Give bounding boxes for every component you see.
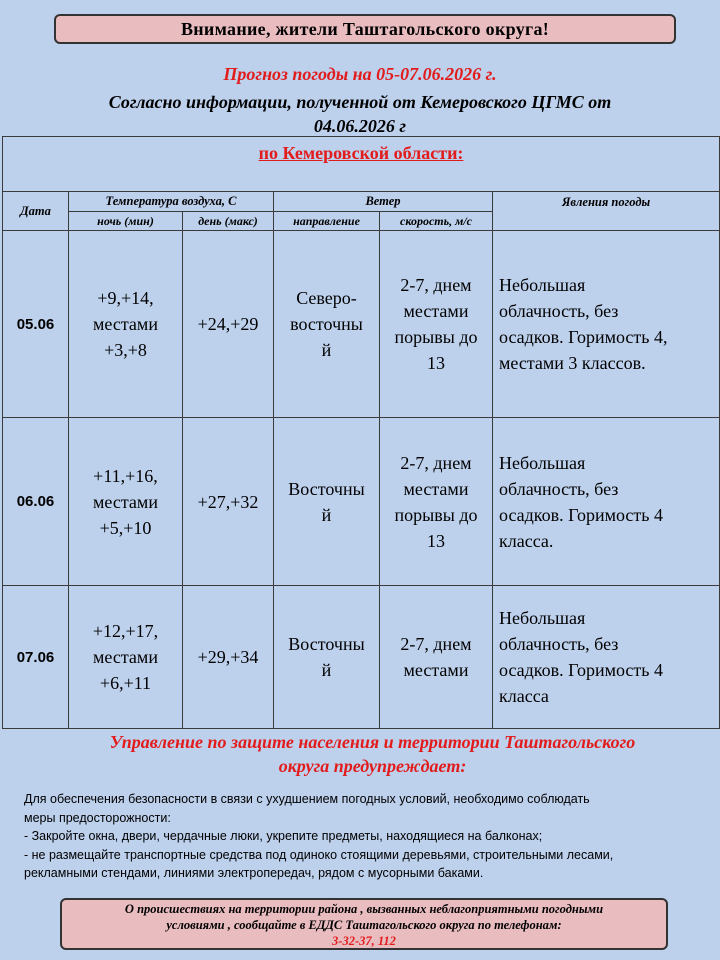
phenomena-line: Небольшая [499,608,586,628]
speed-line: 2-7, днем [400,452,472,473]
footer-line-1: О происшествиях на территории района , вызванных неблагоприятными погодными [124,902,604,916]
phenomena-line: класса. [499,530,554,551]
row-wind-direction [274,418,380,586]
forecast-source [0,90,720,138]
direction-line: й [321,504,332,525]
header-night: ночь (мин) [69,212,183,231]
speed-line: местами [403,478,469,499]
header-temperature: Температура воздуха, С [69,192,274,212]
row-day-temp: +29,+34 [183,586,274,729]
header-direction: направление [274,212,380,231]
table-row [3,586,720,729]
advice-line-4: - не размещайте транспортные средства под одиноко стоящими деревьями, строительными лесами, [24,847,614,862]
advice-line-3: - Закройте окна, двери, чердачные люки, укрепите предметы, находящиеся на балконах; [24,829,543,843]
header-wind: Ветер [274,192,493,212]
speed-line: 13 [427,530,445,551]
table-row [3,418,720,586]
direction-line: й [321,660,332,680]
phone-numbers: 3-32-37, 112 [332,934,396,948]
source-line-2: 04.06.2026 г [313,116,407,136]
row-phenomena [493,231,720,418]
phenomena-line: осадков. Горимость 4 [499,504,663,525]
contact-banner [60,898,668,950]
row-wind-speed [380,418,493,586]
phenomena-line: осадков. Горимость 4, [499,327,668,347]
night-line: +5,+10 [99,517,152,538]
phenomena-line: Небольшая [499,452,586,473]
forecast-title: Прогноз погоды на 05-07.06.2026 г. [223,64,497,84]
row-night-temp [69,586,183,729]
night-line: +6,+11 [99,673,152,693]
direction-line: Восточны [288,478,365,499]
row-night-temp [69,418,183,586]
speed-line: местами [403,660,469,680]
safety-advice [24,790,714,883]
footer-line-2: условиями , сообщайте в ЕДДС Таштагольского округа по телефонам: [166,918,562,932]
speed-line: порывы до [394,504,478,525]
advice-line-5: рекламными стендами, линиями электропередач, рядом с мусорными баками. [24,866,484,880]
speed-line: местами [403,301,469,321]
advice-line-1: Для обеспечения безопасности в связи с ухудшением погодных условий, необходимо соблюдать [24,792,590,806]
table-row [3,231,720,418]
row-day-temp: +24,+29 [183,231,274,418]
row-date: 05.06 [3,231,69,418]
advice-line-2: меры предосторожности: [24,810,171,825]
direction-line: й [321,340,332,360]
night-line: +9,+14, [97,288,154,308]
row-wind-speed [380,586,493,729]
header-phenomena: Явления погоды [493,192,720,231]
night-line: +12,+17, [92,621,159,641]
management-warning [0,730,720,778]
night-line: местами [93,491,158,512]
row-night-temp [69,231,183,418]
speed-line: 2-7, днем [400,275,472,295]
night-line: местами [93,314,158,334]
phenomena-line: осадков. Горимость 4 [499,660,663,680]
management-line-1: Управление по защите населения и территории Таштагольского [109,732,636,752]
row-wind-speed [380,231,493,418]
direction-line: Восточны [288,634,365,654]
phenomena-line: Небольшая [499,275,586,295]
row-date: 06.06 [3,418,69,586]
night-line: +3,+8 [104,340,147,360]
attention-banner [54,14,676,44]
attention-text: Внимание, жители Таштагольского округа! [180,18,550,39]
row-date: 07.06 [3,586,69,729]
region-title: по Кемеровской области: [3,137,720,192]
phenomena-line: класса [499,686,549,706]
source-line-1: Согласно информации, полученной от Кемеровского ЦГМС от [108,92,612,112]
speed-line: порывы до [394,327,478,347]
row-wind-direction [274,231,380,418]
phenomena-line: облачность, без [499,301,619,321]
speed-line: 13 [427,353,445,373]
night-line: +11,+16, [93,465,158,486]
header-day: день (макс) [183,212,274,231]
direction-line: Северо- [296,288,357,308]
direction-line: восточны [290,314,363,334]
night-line: местами [93,647,158,667]
management-line-2: округа предупреждает: [278,756,467,776]
row-phenomena [493,586,720,729]
row-phenomena [493,418,720,586]
speed-line: 2-7, днем [400,634,472,654]
phenomena-line: облачность, без [499,478,619,499]
row-day-temp: +27,+32 [183,418,274,586]
header-speed: скорость, м/с [380,212,493,231]
weather-table [2,136,720,729]
phenomena-line: местами 3 классов. [499,353,646,373]
header-date: Дата [3,192,69,231]
row-wind-direction [274,586,380,729]
phenomena-line: облачность, без [499,634,619,654]
